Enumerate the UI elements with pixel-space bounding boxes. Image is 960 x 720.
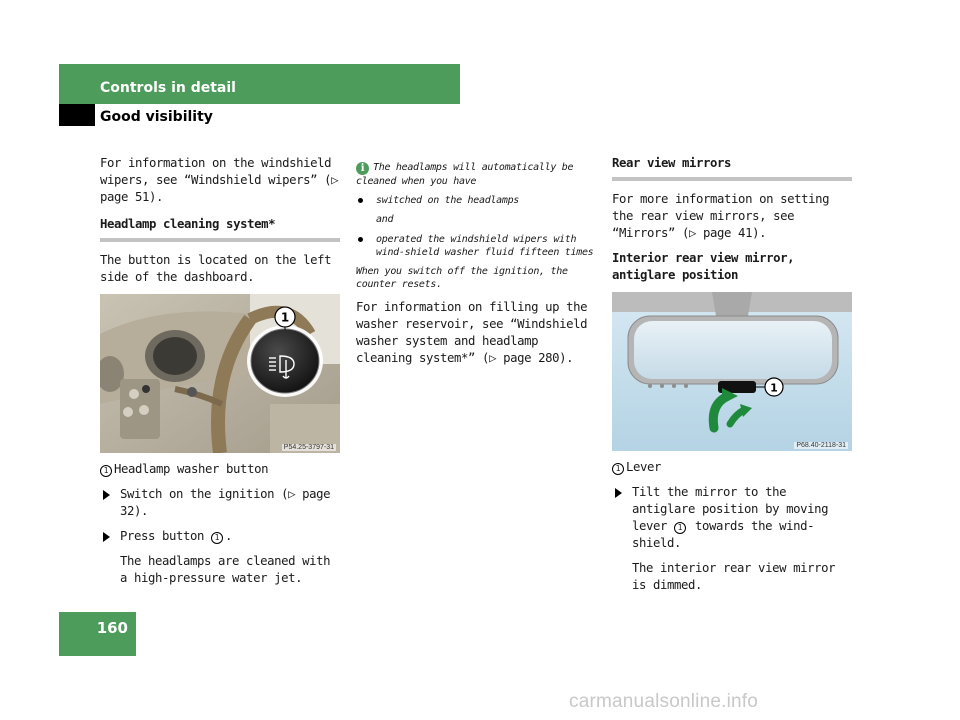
figure-callout: 1 [770,381,778,395]
column-right [612,155,852,594]
info-icon: i [356,162,369,175]
step-arrow-icon [103,532,110,542]
bullet-text: operated the windshield wipers with wind-shield washer fluid fifteen times [376,234,594,258]
figure-callout: 1 [280,310,290,325]
page-number: 160 [96,619,128,637]
legend-text: Headlamp washer button [114,462,269,476]
dashboard-figure [100,294,340,453]
legend-item [612,459,852,476]
step-arrow-icon [103,490,110,500]
column-middle [356,155,596,367]
wipers-reference: For information on the windshield wipers, see “Windshield wipers” (▷ page 51). [100,156,339,204]
step-arrow-icon [615,488,622,498]
legend-text: Lever [626,460,662,474]
step-tilt-mirror [612,484,852,552]
step-text-end: . [225,529,233,543]
step-press-button [100,528,340,545]
info-note-text: The headlamps will automatically be cleaned when you have [356,162,574,187]
conjunction-text: and [376,214,394,225]
antiglare-subheading: Interior rear view mirror, antiglare position [612,251,795,282]
step-text: Switch on the ignition (▷ page 32). [120,487,331,518]
bullet-item [356,233,596,259]
callout-marker: 1 [100,465,112,477]
callout-marker: 1 [674,522,686,534]
rear-view-mirrors-heading: Rear view mirrors [612,155,852,181]
callout-marker: 1 [211,532,223,544]
button-location-text: The button is located on the left side of the dashboard. [100,253,332,284]
step-result: The interior rear view mirror is dimmed. [632,561,836,592]
info-note [356,161,596,188]
mirror-illustration [612,292,852,451]
subsection-title: Good visibility [100,109,213,125]
washer-reservoir-text: For information on filling up the washer reservoir, see “Windshield washer system and headlamp cleaning system*” (▷ page 280). [356,300,588,365]
headlamp-cleaning-heading: Headlamp cleaning system* [100,216,340,242]
watermark-text: carmanualsonline.info [569,691,759,712]
bullet-dot-icon [358,237,363,242]
bullet-item [356,194,596,207]
legend-item [100,461,340,478]
mirrors-reference: For more information on setting the rear view mirrors, see “Mirrors” (▷ page 41). [612,192,830,240]
bullet-text: switched on the headlamps [376,195,520,206]
step-text-end: towards the wind-shield. [632,519,815,550]
bullet-dot-icon [358,198,363,203]
callout-marker: 1 [612,463,624,475]
column-left [100,155,340,587]
section-title: Controls in detail [100,80,236,96]
page-number-block [59,612,136,656]
step-ignition [100,486,340,520]
step-text: Tilt the mirror to the antiglare position by moving lever [632,485,829,533]
mirror-figure [612,292,852,451]
reset-note: When you switch off the ignition, the counter resets. [356,266,568,290]
step-text: Press button [120,529,212,543]
header-marker [59,104,95,126]
figure-code: P54.25-3797-31 [283,444,334,451]
figure-code: P68.40-2118-31 [796,442,846,449]
dashboard-illustration [100,294,340,453]
step-result: The headlamps are cleaned with a high-pressure water jet. [120,554,331,585]
